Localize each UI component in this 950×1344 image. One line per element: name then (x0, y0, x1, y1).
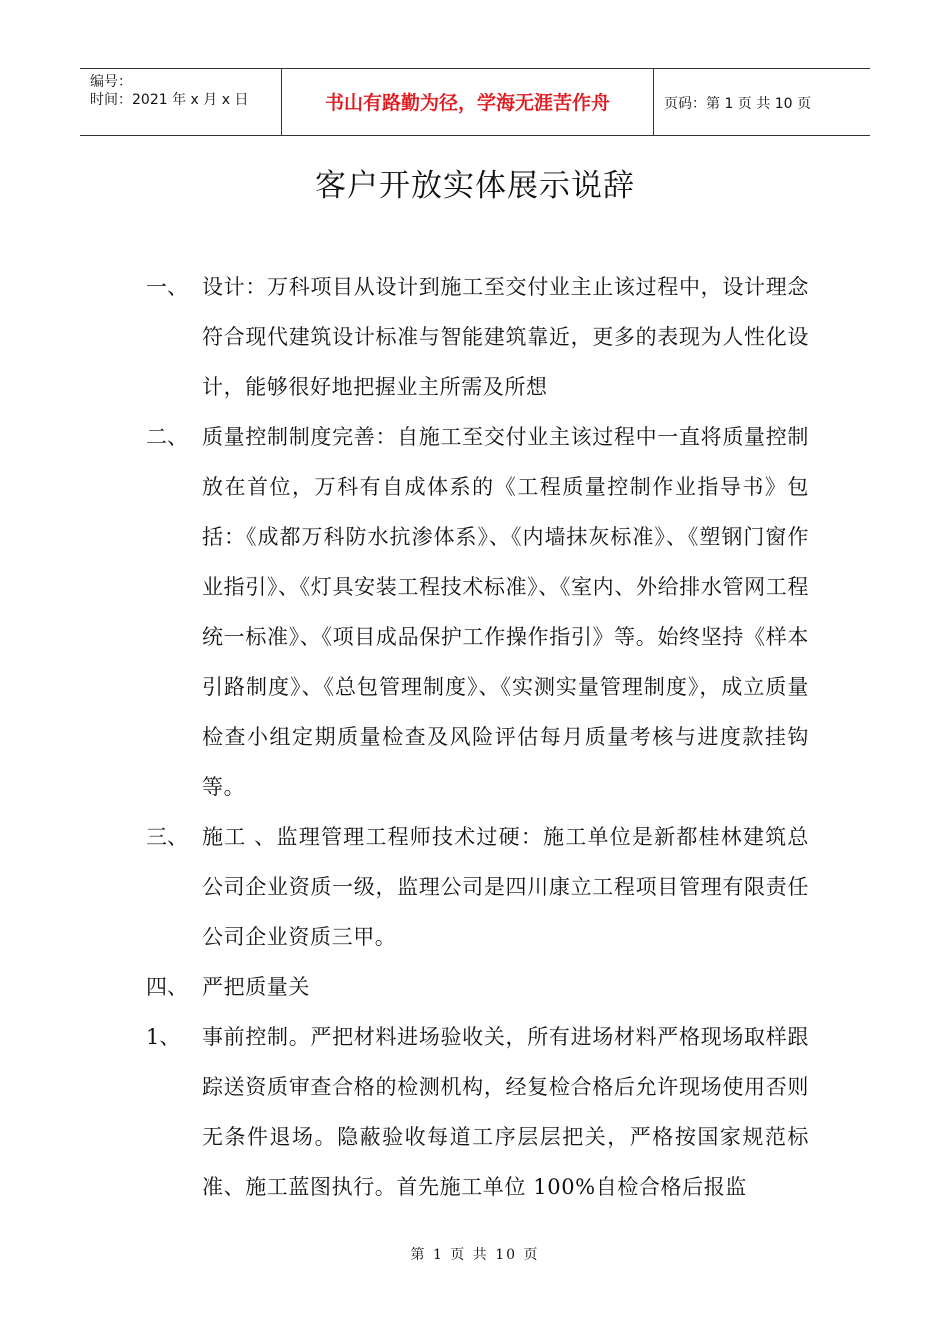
paragraph-5 (0, 1012, 950, 1212)
paragraph-text: 严把质量关 (202, 975, 310, 999)
header-meta-cell (80, 69, 282, 135)
page-header (80, 68, 870, 136)
paragraph-text: 质量控制制度完善：自施工至交付业主该过程中一直将质量控制放在首位，万科有自成体系的《工程质量控制作业指导书》包括：《成都万科防水抗渗体系》、《内墙抹灰标准》、《塑钢门窗作业指引》、《灯具安装工程技术标准》、《室内、外给排水管网工程统一标准》、《项目成品保护工作操作指引》等。始终坚持《样本引路制度》、《总包管理制度》、《实测实量管理制度》，成立质量检查小组定期质量检查及风险评估每月质量考核与进度款挂钩等。 (202, 425, 809, 799)
paragraph-text: 事前控制。严把材料进场验收关，所有进场材料严格现场取样跟踪送资质审查合格的检测机构，经复检合格后允许现场使用否则无条件退场。隐蔽验收每道工序层层把关，严格按国家规范标准、施工蓝图执行。首先施工单位 100%自检合格后报监 (202, 1025, 809, 1199)
paragraph-number: 一、 (146, 275, 188, 299)
paragraph-number: 三、 (146, 825, 188, 849)
paragraph-number: 1、 (146, 1025, 181, 1049)
paragraph-number: 二、 (146, 425, 188, 449)
header-page-cell (654, 69, 870, 135)
paragraph-text: 施工 、监理管理工程师技术过硬：施工单位是新都桂林建筑总公司企业资质一级，监理公司是四川康立工程项目管理有限责任公司企业资质三甲。 (202, 825, 809, 949)
paragraph-text: 设计：万科项目从设计到施工至交付业主止该过程中，设计理念符合现代建筑设计标准与智能建筑靠近，更多的表现为人性化设计，能够很好地把握业主所需及所想 (202, 275, 809, 399)
paragraph-4 (0, 962, 950, 1012)
header-motto: 书山有路勤为径，学海无涯苦作舟 (324, 92, 610, 114)
document-body (0, 262, 950, 1212)
document-title: 客户开放实体展示说辞 (315, 168, 635, 204)
header-page-info: 页码：第 1 页 共 10 页 (664, 96, 811, 112)
header-motto-cell (282, 69, 654, 135)
page-footer: 第 1 页 共 10 页 (410, 1247, 540, 1263)
paragraph-number: 四、 (146, 975, 188, 999)
paragraph-1 (0, 262, 950, 412)
serial-number-label: 编号： (90, 74, 132, 90)
date-label: 时间：2021 年 x 月 x 日 (90, 92, 249, 108)
paragraph-3 (0, 812, 950, 962)
paragraph-2 (0, 412, 950, 812)
